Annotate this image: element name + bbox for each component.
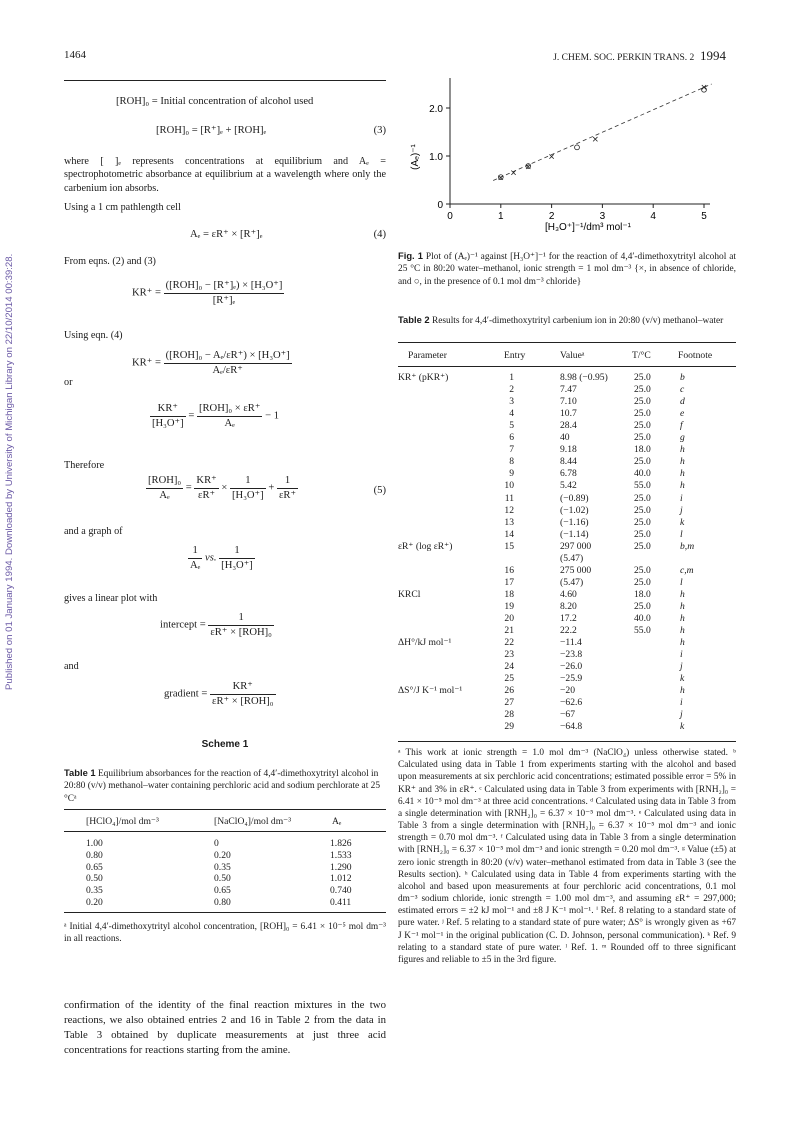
table1-cell: 0.20 bbox=[86, 897, 103, 908]
table2-cell: 7.10 bbox=[560, 396, 577, 408]
table2-cell: 5 bbox=[509, 420, 514, 432]
table2-header-value: Valueᵃ bbox=[560, 350, 585, 361]
table2-cell: 17.2 bbox=[560, 613, 577, 624]
table2-cell: 7 bbox=[509, 444, 514, 456]
table1-cell: 1.00 bbox=[86, 838, 103, 849]
where-paragraph: where [ ]ₑ represents concentrations at equilibrium and Aₑ = spectrophotometric absorbance at equilibrium at a wavelength where only the carbenium ion absorbs. bbox=[64, 156, 386, 194]
table2-cell: 13 bbox=[504, 516, 514, 528]
or-right-fraction bbox=[197, 402, 263, 431]
table2-cell: h bbox=[680, 637, 685, 649]
table2-row bbox=[398, 613, 778, 625]
table1-cell: 1.012 bbox=[330, 873, 352, 885]
table2-row bbox=[398, 396, 778, 408]
table2-cell: g bbox=[680, 432, 685, 444]
table1-body bbox=[64, 838, 394, 910]
table2-cell: 55.0 bbox=[634, 625, 651, 637]
table2-cell: 24 bbox=[504, 661, 514, 673]
table2-cell: −26.0 bbox=[560, 661, 583, 673]
table2-row bbox=[398, 625, 778, 637]
table1-cell: 1.290 bbox=[330, 861, 352, 873]
table2-cell: k bbox=[680, 673, 685, 685]
table2-cell: 1 bbox=[509, 372, 514, 383]
table2-row bbox=[398, 685, 778, 697]
table1-cell: 0.80 bbox=[86, 849, 103, 861]
table2-cell: h bbox=[680, 456, 685, 468]
table1-footnote: ᵃ Initial 4,4′-dimethoxytrityl alcohol concentration, [ROH]₀ = 6.41 × 10⁻⁵ mol dm⁻³ in all reactions. bbox=[64, 922, 386, 945]
or-equation bbox=[150, 402, 279, 431]
table2-row bbox=[398, 661, 778, 673]
table2-row bbox=[398, 384, 778, 396]
kr-equation-2 bbox=[132, 349, 292, 378]
table2-row bbox=[398, 456, 778, 468]
table2-cell: 4.60 bbox=[560, 588, 577, 600]
download-watermark bbox=[4, 130, 18, 690]
table2-cell: 25.0 bbox=[634, 456, 651, 468]
table2-cell: 18 bbox=[504, 588, 514, 600]
eq5-b-num: KR⁺ bbox=[194, 474, 218, 489]
kr-numerator-2: ([ROH]₀ − Aₑ/εR⁺) × [H₃O⁺] bbox=[164, 349, 292, 364]
table2-cell: 14 bbox=[504, 528, 514, 540]
table1-row bbox=[64, 873, 394, 885]
kr-equation-1 bbox=[132, 279, 284, 308]
definition-line: [ROH]₀ = Initial concentration of alcohol used bbox=[116, 96, 314, 107]
table2-cell: h bbox=[680, 444, 685, 456]
table2-header-temp: T/°C bbox=[632, 350, 651, 361]
table2-cell: 25.0 bbox=[634, 420, 651, 432]
left-column bbox=[64, 76, 388, 1116]
kr-denominator-2: Aₑ/εR⁺ bbox=[212, 364, 243, 376]
intercept-equation bbox=[160, 611, 274, 640]
table2-cell: 3 bbox=[509, 396, 514, 408]
kr-denominator-1: [R⁺]ₑ bbox=[212, 294, 236, 306]
table2-cell: 6.78 bbox=[560, 468, 577, 480]
table2-cell: 18.0 bbox=[634, 588, 651, 600]
or-equals: = bbox=[188, 410, 195, 422]
table2-cell: 8 bbox=[509, 456, 514, 468]
table2-cell: KRCl bbox=[398, 588, 421, 600]
graph-frac-a bbox=[188, 544, 202, 573]
table1-cell: 0.80 bbox=[214, 897, 231, 908]
intercept-num: 1 bbox=[208, 611, 274, 626]
table2-cell: 9.18 bbox=[560, 444, 577, 456]
table2-cell: 297 000 bbox=[560, 540, 592, 552]
table1-header-naclo4: [NaClO₄]/mol dm⁻³ bbox=[214, 816, 292, 827]
table2-cell: 25.0 bbox=[634, 432, 651, 444]
table2-row bbox=[398, 541, 778, 553]
kr-fraction-2 bbox=[164, 349, 292, 378]
closing-paragraph: confirmation of the identity of the final reaction mixtures in the two reactions, we also obtained entries 2 and 16 in Table 2 from the data in Table 3 obtained by duplicate measurements at just three acid concentrations for reactions starting from the amine. bbox=[64, 999, 386, 1056]
equation-5 bbox=[146, 474, 386, 503]
equation-3-number: (3) bbox=[373, 125, 386, 136]
from-eqns-text: From eqns. (2) and (3) bbox=[64, 256, 156, 267]
therefore-text: Therefore bbox=[64, 460, 105, 471]
table2-cell: e bbox=[680, 408, 685, 420]
journal-name: J. CHEM. SOC. PERKIN TRANS. 2 bbox=[553, 53, 695, 63]
table1-header-ae: Aₑ bbox=[332, 816, 342, 827]
table1-row bbox=[64, 885, 394, 897]
table2-cell: i bbox=[680, 697, 683, 709]
table2-cell: (5.47) bbox=[560, 576, 584, 588]
table2-cell: εR⁺ (log εR⁺) bbox=[398, 540, 453, 552]
graph-axes-expression bbox=[188, 544, 255, 573]
table2-caption-text: Results for 4,4′-dimethoxytrityl carbenium ion in 20:80 (v/v) methanol–water bbox=[431, 316, 724, 326]
table2-row bbox=[398, 721, 778, 733]
right-column bbox=[398, 62, 736, 1112]
table2-cell: d bbox=[680, 396, 685, 408]
kr-fraction-1 bbox=[164, 279, 285, 308]
gradient-fraction bbox=[210, 680, 276, 709]
linear-plot-text: gives a linear plot with bbox=[64, 593, 158, 604]
table2-row bbox=[398, 673, 778, 685]
intercept-label: intercept = bbox=[160, 619, 206, 631]
table2-cell: (−0.89) bbox=[560, 492, 589, 504]
equation-4-number: (4) bbox=[373, 229, 386, 240]
graph-of-text: and a graph of bbox=[64, 526, 123, 537]
gradient-equation bbox=[164, 680, 276, 709]
table1-caption-text: Equilibrium absorbances for the reaction of 4,4′-dimethoxytrityl alcohol in 20:80 (v/v) methanol–water containing perchloric acid and sodium perchlorate at 25 °Cᵃ bbox=[64, 769, 381, 804]
table2-row bbox=[398, 408, 778, 420]
using-eqn4-text: Using eqn. (4) bbox=[64, 330, 123, 341]
table2-cell: 17 bbox=[504, 576, 514, 588]
x-tick-label: 2 bbox=[548, 211, 555, 222]
and-text: and bbox=[64, 661, 79, 672]
table2-row bbox=[398, 529, 778, 541]
table2-cell: 25.0 bbox=[634, 396, 651, 408]
eq5-a-num: [ROH]₀ bbox=[146, 474, 183, 489]
or-left-fraction bbox=[150, 402, 186, 431]
eq5-d-den: εR⁺ bbox=[278, 489, 297, 501]
table2-row bbox=[398, 480, 778, 492]
table2-cell: h bbox=[680, 480, 685, 492]
journal-year: 1994 bbox=[700, 48, 726, 63]
table2-cell: h bbox=[680, 588, 685, 600]
table2-cell: (−1.14) bbox=[560, 528, 589, 540]
table2-cell: j bbox=[680, 504, 683, 516]
table2-cell: b bbox=[680, 372, 685, 383]
eq5-c-num: 1 bbox=[230, 474, 266, 489]
eq5-frac-c bbox=[230, 474, 266, 503]
table2-cell: (−1.02) bbox=[560, 504, 589, 516]
table2-cell: k bbox=[680, 516, 685, 528]
table2-cell: ΔH°/kJ mol⁻¹ bbox=[398, 637, 452, 649]
table2-cell: h bbox=[680, 625, 685, 637]
table2-cell: 10 bbox=[504, 480, 514, 492]
fig1-caption bbox=[398, 250, 736, 288]
table2-cell: ΔS°/J K⁻¹ mol⁻¹ bbox=[398, 685, 463, 697]
fig1-caption-label: Fig. 1 bbox=[398, 250, 424, 261]
x-axis-label: [H₃O⁺]⁻¹/dm³ mol⁻¹ bbox=[544, 222, 632, 233]
table2-cell: 7.47 bbox=[560, 384, 577, 396]
graph-a-num: 1 bbox=[188, 544, 202, 559]
table2-cell: −62.6 bbox=[560, 697, 583, 709]
table2-cell: (−1.16) bbox=[560, 516, 589, 528]
table2-row bbox=[398, 649, 778, 661]
equation-3-body: [ROH]₀ = [R⁺]ₑ + [ROH]ₑ bbox=[156, 125, 267, 136]
eq5-frac-d bbox=[277, 474, 298, 503]
graph-b-num: 1 bbox=[219, 544, 255, 559]
table2-cell: 25.0 bbox=[634, 384, 651, 396]
table2-cell: 18.0 bbox=[634, 444, 651, 456]
table2-cell: j bbox=[680, 709, 683, 721]
graph-b-den: [H₃O⁺] bbox=[221, 559, 253, 571]
table2-cell: l bbox=[680, 576, 683, 588]
table2-cell: 11 bbox=[504, 492, 514, 504]
table2-row bbox=[398, 553, 778, 565]
table2-cell: k bbox=[680, 721, 685, 733]
table2-row bbox=[398, 420, 778, 432]
graph-frac-b bbox=[219, 544, 255, 573]
table1-cell: 0.411 bbox=[330, 897, 352, 908]
y-tick-label: 1.0 bbox=[429, 152, 443, 163]
table2-cell: 25 bbox=[504, 673, 514, 685]
table2-cell: 2 bbox=[509, 384, 514, 396]
table1-header-hclo4: [HClO₄]/mol dm⁻³ bbox=[86, 816, 159, 827]
x-tick-label: 3 bbox=[599, 211, 606, 222]
table2-cell: 22 bbox=[504, 637, 514, 649]
table2-cell: h bbox=[680, 613, 685, 624]
table2-cell: 19 bbox=[504, 600, 514, 612]
table2-cell: 25.0 bbox=[634, 576, 651, 588]
graph-a-den: Aₑ bbox=[190, 559, 201, 571]
table2-cell: f bbox=[680, 420, 683, 432]
table2-cell: 27 bbox=[504, 697, 514, 709]
table2-cell: c,m bbox=[680, 564, 694, 576]
y-tick-label: 0 bbox=[437, 200, 443, 211]
using-cell-text: Using a 1 cm pathlength cell bbox=[64, 202, 181, 213]
table2-cell: h bbox=[680, 468, 685, 480]
table2-cell: 28.4 bbox=[560, 420, 577, 432]
table2-row bbox=[398, 589, 778, 601]
table1-mid-rule bbox=[64, 831, 386, 832]
or-left-den: [H₃O⁺] bbox=[152, 417, 184, 429]
gradient-num: KR⁺ bbox=[210, 680, 276, 695]
table1-cell: 0.740 bbox=[330, 885, 352, 897]
table2-cell: 12 bbox=[504, 504, 514, 516]
table1-caption bbox=[64, 767, 386, 805]
table2-cell: −67 bbox=[560, 709, 576, 721]
table2-row bbox=[398, 444, 778, 456]
table2-row bbox=[398, 505, 778, 517]
table2-cell: 275 000 bbox=[560, 564, 592, 576]
table1-cell: 0.50 bbox=[214, 873, 231, 885]
table2-cell: 25.0 bbox=[634, 528, 651, 540]
equation-4 bbox=[190, 228, 386, 242]
table1-row bbox=[64, 838, 394, 850]
eq5-frac-b bbox=[194, 474, 218, 503]
table2-cell: 40.0 bbox=[634, 613, 651, 624]
table1-row bbox=[64, 897, 394, 909]
kr-numerator-1: ([ROH]₀ − [R⁺]ₑ) × [H₃O⁺] bbox=[164, 279, 285, 294]
table2-row bbox=[398, 601, 778, 613]
table2-cell: −23.8 bbox=[560, 649, 583, 661]
table1-row bbox=[64, 862, 394, 874]
table2-cell: 9 bbox=[509, 468, 514, 480]
x-tick-label: 4 bbox=[650, 211, 656, 222]
table1-cell: 0.65 bbox=[86, 861, 103, 873]
table2-cell: 4 bbox=[509, 408, 514, 420]
x-tick-label: 0 bbox=[447, 211, 453, 222]
table2-row bbox=[398, 697, 778, 709]
cross-marker bbox=[593, 137, 597, 141]
x-tick-label: 1 bbox=[498, 211, 504, 222]
table1-bottom-rule bbox=[64, 912, 386, 913]
table2-mid-rule bbox=[398, 366, 736, 367]
table2-cell: 40 bbox=[560, 432, 570, 444]
table2-cell: 10.7 bbox=[560, 408, 577, 420]
table2-cell: i bbox=[680, 649, 683, 661]
table2-row bbox=[398, 432, 778, 444]
table2-cell: 26 bbox=[504, 685, 514, 697]
table2-body bbox=[398, 372, 736, 732]
table1-cell: 1.533 bbox=[330, 849, 352, 861]
table2-cell: 16 bbox=[504, 564, 514, 576]
page-number: 1464 bbox=[64, 49, 86, 61]
table2-cell: 22.2 bbox=[560, 625, 577, 637]
table2-cell: 25.0 bbox=[634, 372, 651, 383]
table2-cell: h bbox=[680, 685, 685, 697]
fig1-plot bbox=[398, 62, 736, 234]
table2-bottom-rule bbox=[398, 741, 736, 742]
table2-cell: 6 bbox=[509, 432, 514, 444]
table1-cell: 0.20 bbox=[214, 849, 231, 861]
kr-lhs-2: KR⁺ = bbox=[132, 357, 161, 369]
table2-row bbox=[398, 709, 778, 721]
table2-cell: 25.0 bbox=[634, 516, 651, 528]
or-right-den: Aₑ bbox=[224, 417, 235, 429]
fig1-caption-text: Plot of (Aₑ)⁻¹ against [H₃O⁺]⁻¹ for the reaction of 4,4′-dimethoxytrityl alcohol at 25 °C in 80:20 water–methanol, ionic strength = 1 mol dm⁻³ {×, in absence of chloride, and ○, in the presence of 0.1 mol dm⁻³ chloride} bbox=[398, 252, 737, 287]
table1-cell: 0.35 bbox=[214, 861, 231, 873]
equation-4-body: Aₑ = εR⁺ × [R⁺]ₑ bbox=[190, 229, 263, 240]
table1-cell: 0 bbox=[214, 838, 219, 849]
table2-cell: j bbox=[680, 661, 683, 673]
or-tail: − 1 bbox=[265, 410, 280, 422]
circle-marker bbox=[702, 87, 707, 92]
table2-cell: (5.47) bbox=[560, 552, 584, 564]
table2-cell: c bbox=[680, 384, 685, 396]
equation-5-number: (5) bbox=[373, 485, 386, 496]
table1-cell: 0.35 bbox=[86, 885, 103, 897]
top-rule bbox=[64, 80, 386, 81]
or-text: or bbox=[64, 377, 73, 388]
eq5-frac-a bbox=[146, 474, 183, 503]
table2-cell: 8.98 (−0.95) bbox=[560, 372, 608, 383]
table2-row bbox=[398, 565, 778, 577]
table2-cell: 25.0 bbox=[634, 564, 651, 576]
table1-row bbox=[64, 850, 394, 862]
eq5-times: × bbox=[221, 482, 228, 494]
table2-cell: 8.20 bbox=[560, 600, 577, 612]
table2-cell: b,m bbox=[680, 540, 695, 552]
table2-cell: −64.8 bbox=[560, 721, 583, 733]
table1-caption-label: Table 1 bbox=[64, 767, 96, 778]
table2-cell: 25.0 bbox=[634, 600, 651, 612]
table2-header-entry: Entry bbox=[504, 350, 526, 361]
gradient-label: gradient = bbox=[164, 688, 208, 700]
or-right-num: [ROH]₀ × εR⁺ bbox=[197, 402, 263, 417]
equation-3 bbox=[156, 124, 386, 138]
table2-row bbox=[398, 637, 778, 649]
table1-header-row bbox=[64, 816, 394, 828]
table2-cell: 40.0 bbox=[634, 468, 651, 480]
table2-header-row bbox=[398, 350, 778, 362]
table2-cell: 55.0 bbox=[634, 480, 651, 492]
table2-cell: 15 bbox=[504, 540, 514, 552]
table2-row bbox=[398, 517, 778, 529]
table2-cell: 29 bbox=[504, 721, 514, 733]
table2-cell: 23 bbox=[504, 649, 514, 661]
table2-cell: 25.0 bbox=[634, 492, 651, 504]
eq5-a-den: Aₑ bbox=[159, 489, 170, 501]
table2-cell: 25.0 bbox=[634, 540, 651, 552]
table2-cell: 25.0 bbox=[634, 504, 651, 516]
x-tick-label: 5 bbox=[701, 211, 707, 222]
y-tick-label: 2.0 bbox=[429, 104, 443, 115]
table2-caption bbox=[398, 314, 736, 327]
kr-lhs-1: KR⁺ = bbox=[132, 287, 161, 299]
table2-cell: −25.9 bbox=[560, 673, 583, 685]
or-left-num: KR⁺ bbox=[150, 402, 186, 417]
table2-cell: −20 bbox=[560, 685, 576, 697]
eq5-equals: = bbox=[185, 482, 192, 494]
table2-row bbox=[398, 468, 778, 480]
table2-row bbox=[398, 372, 778, 384]
graph-vs: vs. bbox=[205, 552, 217, 564]
gradient-den: εR⁺ × [ROH]₀ bbox=[212, 695, 274, 707]
table1-cell: 0.65 bbox=[214, 885, 231, 897]
eq5-b-den: εR⁺ bbox=[198, 489, 216, 501]
table2-cell: i bbox=[680, 492, 683, 504]
table2-top-rule bbox=[398, 342, 736, 343]
watermark-text: Published on 01 January 1994. Downloaded by University of Michigan Library on 22/10/2014 00:39:28. bbox=[4, 253, 15, 690]
scheme-label: Scheme 1 bbox=[201, 739, 249, 750]
eq5-c-den: [H₃O⁺] bbox=[232, 489, 264, 501]
intercept-fraction bbox=[208, 611, 274, 640]
table2-cell: 28 bbox=[504, 709, 514, 721]
table2-cell: 5.42 bbox=[560, 480, 577, 492]
table2-row bbox=[398, 577, 778, 589]
table2-header-footnote: Footnote bbox=[678, 350, 713, 361]
table1-top-rule bbox=[64, 809, 386, 810]
table2-header-parameter: Parameter bbox=[408, 350, 447, 361]
eq5-d-num: 1 bbox=[277, 474, 298, 489]
eq5-plus: + bbox=[268, 482, 275, 494]
table2-cell: h bbox=[680, 600, 685, 612]
table2-cell: 25.0 bbox=[634, 408, 651, 420]
table2-footnotes: ᵃ This work at ionic strength = 1.0 mol dm⁻³ (NaClO₄) unless otherwise stated. ᵇ Calculated using data in Table 1 from experiments starting with the alcohol and based upon measurements at six perchloric acid concentrations; estimated possible error = 5% in KR⁺ and 3% in εR⁺. ᶜ Calculated using data in Table 3 from experiments with [RNH₂]₀ = 6.41 × 10⁻⁵ mol dm⁻³ at three acid concentrations. ᵈ Calculated using data in Table 3 from a single determination with [RNH₂]₀ = 6.37 × 10⁻⁵ mol dm⁻³. ᵉ Calculated using data in Table 3 from a single determination with [RNH₂]₀ = 6.37 × 10⁻⁵ mol dm⁻³ and ionic strength = 0.70 mol dm⁻³. ᶠ Calculated using data in Table 3 from a single determination with [RNH₂]₀ = 6.37 × 10⁻⁵ mol dm⁻³ and ionic strength = 0.20 mol dm⁻³. ᵍ Value (±5) at zero ionic strength in 80:20 (v/v) water–methanol estimated from data in Table 3 (see the Results section). ʰ Calculated using data in Table 4 from experiments starting with the alcohol and based upon measurements at four perchloric acid concentrations, 0.1 mol dm⁻³ sodium chloride, ionic strength = 1.00 mol dm⁻³, and assuming εR⁺ = 297,000; estimated errors = ±2 kJ mol⁻¹ and ±8 J K⁻¹ mol⁻¹. ⁱ Ref. 8 relating to a standard state of pure water. ʲ Ref. 5 relating to a standard state of pure water; ΔS° is wrongly given as +67 J K⁻¹ mol⁻¹ in the original publication (C. D. Johnson, personal communication). ᵏ Ref. 9 relating to a standard state of pure water. ˡ Ref. 1. ᵐ Rounded off to three significant figures and reliable to ±5 in the 3rd figure. bbox=[398, 748, 736, 965]
table2-caption-label: Table 2 bbox=[398, 314, 430, 325]
table1-cell: 1.826 bbox=[330, 838, 352, 849]
table2-cell: l bbox=[680, 528, 683, 540]
table2-row bbox=[398, 493, 778, 505]
table2-cell: 20 bbox=[504, 613, 514, 624]
table2-cell: −11.4 bbox=[560, 637, 582, 649]
table2-cell: KR⁺ (pKR⁺) bbox=[398, 372, 449, 383]
circle-marker bbox=[575, 145, 580, 150]
table1-cell: 0.50 bbox=[86, 873, 103, 885]
y-axis-label: (Aₑ)⁻¹ bbox=[410, 144, 421, 170]
table2-cell: 8.44 bbox=[560, 456, 577, 468]
intercept-den: εR⁺ × [ROH]₀ bbox=[210, 626, 272, 638]
table2-cell: 21 bbox=[504, 625, 514, 637]
